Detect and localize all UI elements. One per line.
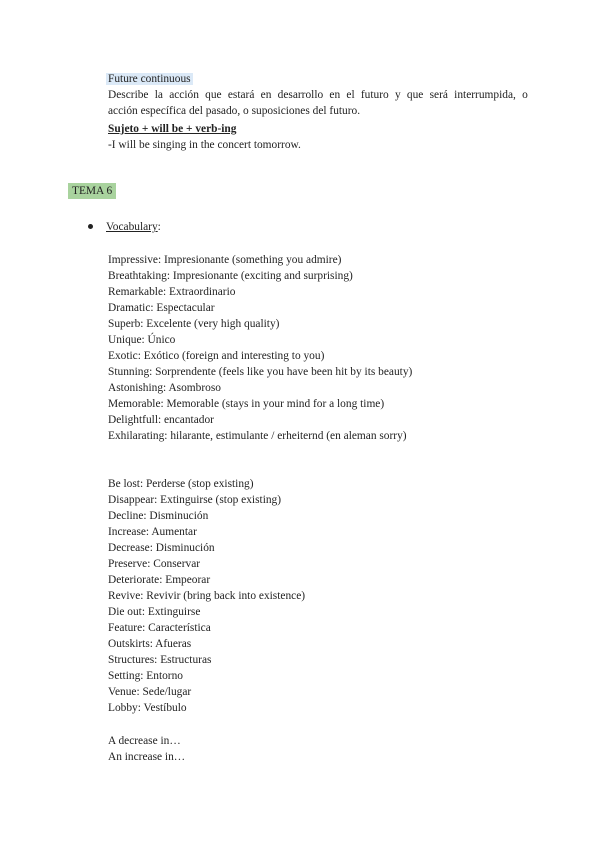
future-title-line bbox=[108, 72, 193, 86]
vocabulary-entry: Outskirts: Afueras bbox=[108, 638, 192, 650]
vocabulary-entry: Exotic: Exótico (foreign and interesting to you) bbox=[108, 350, 325, 362]
vocabulary-entry: Remarkable: Extraordinario bbox=[108, 286, 236, 298]
vocabulary-entry: An increase in… bbox=[108, 751, 186, 763]
vocabulary-bullet-row bbox=[88, 220, 161, 234]
description-word: que bbox=[205, 89, 222, 101]
description-word: interrumpida, bbox=[454, 89, 516, 101]
tema-heading bbox=[68, 183, 116, 199]
vocabulary-entry: Astonishing: Asombroso bbox=[108, 382, 221, 394]
vocabulary-entry: Memorable: Memorable (stays in your mind for a long time) bbox=[108, 398, 385, 410]
vocabulary-entry: Impressive: Impresionante (something you admire) bbox=[108, 254, 342, 266]
vocabulary-title: Vocabulary bbox=[106, 221, 158, 233]
vocabulary-entry: Structures: Estructuras bbox=[108, 654, 212, 666]
vocabulary-entry: Feature: Característica bbox=[108, 622, 211, 634]
vocabulary-entry: Revive: Revivir (bring back into existence) bbox=[108, 590, 306, 602]
description-word: en bbox=[260, 89, 272, 101]
description-word: futuro bbox=[360, 89, 389, 101]
future-example: -I will be singing in the concert tomorrow. bbox=[108, 139, 301, 151]
description-word: será bbox=[429, 89, 448, 101]
vocabulary-colon: : bbox=[157, 221, 161, 233]
vocabulary-entry: A decrease in… bbox=[108, 735, 181, 747]
description-word: o bbox=[522, 89, 528, 101]
tema-heading-text: TEMA 6 bbox=[68, 183, 116, 199]
vocabulary-entry: Disappear: Extinguirse (stop existing) bbox=[108, 494, 282, 506]
vocabulary-entry: Exhilarating: hilarante, estimulante / erheiternd (en aleman sorry) bbox=[108, 430, 407, 442]
vocabulary-entry: Lobby: Vestíbulo bbox=[108, 702, 187, 714]
future-description-1 bbox=[108, 88, 528, 102]
vocabulary-entry: Be lost: Perderse (stop existing) bbox=[108, 478, 254, 490]
vocabulary-entry: Increase: Aumentar bbox=[108, 526, 197, 538]
bullet-icon bbox=[88, 224, 93, 229]
future-description-line-1 bbox=[108, 88, 528, 102]
vocabulary-entry: Decline: Disminución bbox=[108, 510, 209, 522]
description-word: el bbox=[346, 89, 355, 101]
future-description-line-2: acción específica del pasado, o suposiciones del futuro. bbox=[108, 105, 361, 117]
future-formula: Sujeto + will be + verb-ing bbox=[108, 123, 237, 135]
description-word: Describe bbox=[108, 89, 149, 101]
vocabulary-entry: Preserve: Conservar bbox=[108, 558, 201, 570]
description-word: que bbox=[406, 89, 424, 101]
vocabulary-entry: Unique: Único bbox=[108, 334, 176, 346]
description-word: acción bbox=[169, 89, 199, 101]
description-word: estará bbox=[227, 89, 255, 101]
description-word: y bbox=[394, 89, 401, 101]
vocabulary-entry: Breathtaking: Impresionante (exciting and surprising) bbox=[108, 270, 353, 282]
vocabulary-entry: Stunning: Sorprendente (feels like you have been hit by its beauty) bbox=[108, 366, 413, 378]
description-word: la bbox=[154, 89, 163, 101]
vocabulary-entry: Venue: Sede/lugar bbox=[108, 686, 192, 698]
description-word: en bbox=[329, 89, 341, 101]
vocabulary-entry: Delightfull: encantador bbox=[108, 414, 214, 426]
vocabulary-entry: Dramatic: Espectacular bbox=[108, 302, 215, 314]
vocabulary-entry: Decrease: Disminución bbox=[108, 542, 215, 554]
vocabulary-entry: Die out: Extinguirse bbox=[108, 606, 201, 618]
vocabulary-entry: Superb: Excelente (very high quality) bbox=[108, 318, 280, 330]
vocabulary-entry: Setting: Entorno bbox=[108, 670, 183, 682]
future-title: Future continuous bbox=[108, 73, 191, 85]
description-word: desarrollo bbox=[277, 89, 324, 101]
vocabulary-entry: Deteriorate: Empeorar bbox=[108, 574, 211, 586]
